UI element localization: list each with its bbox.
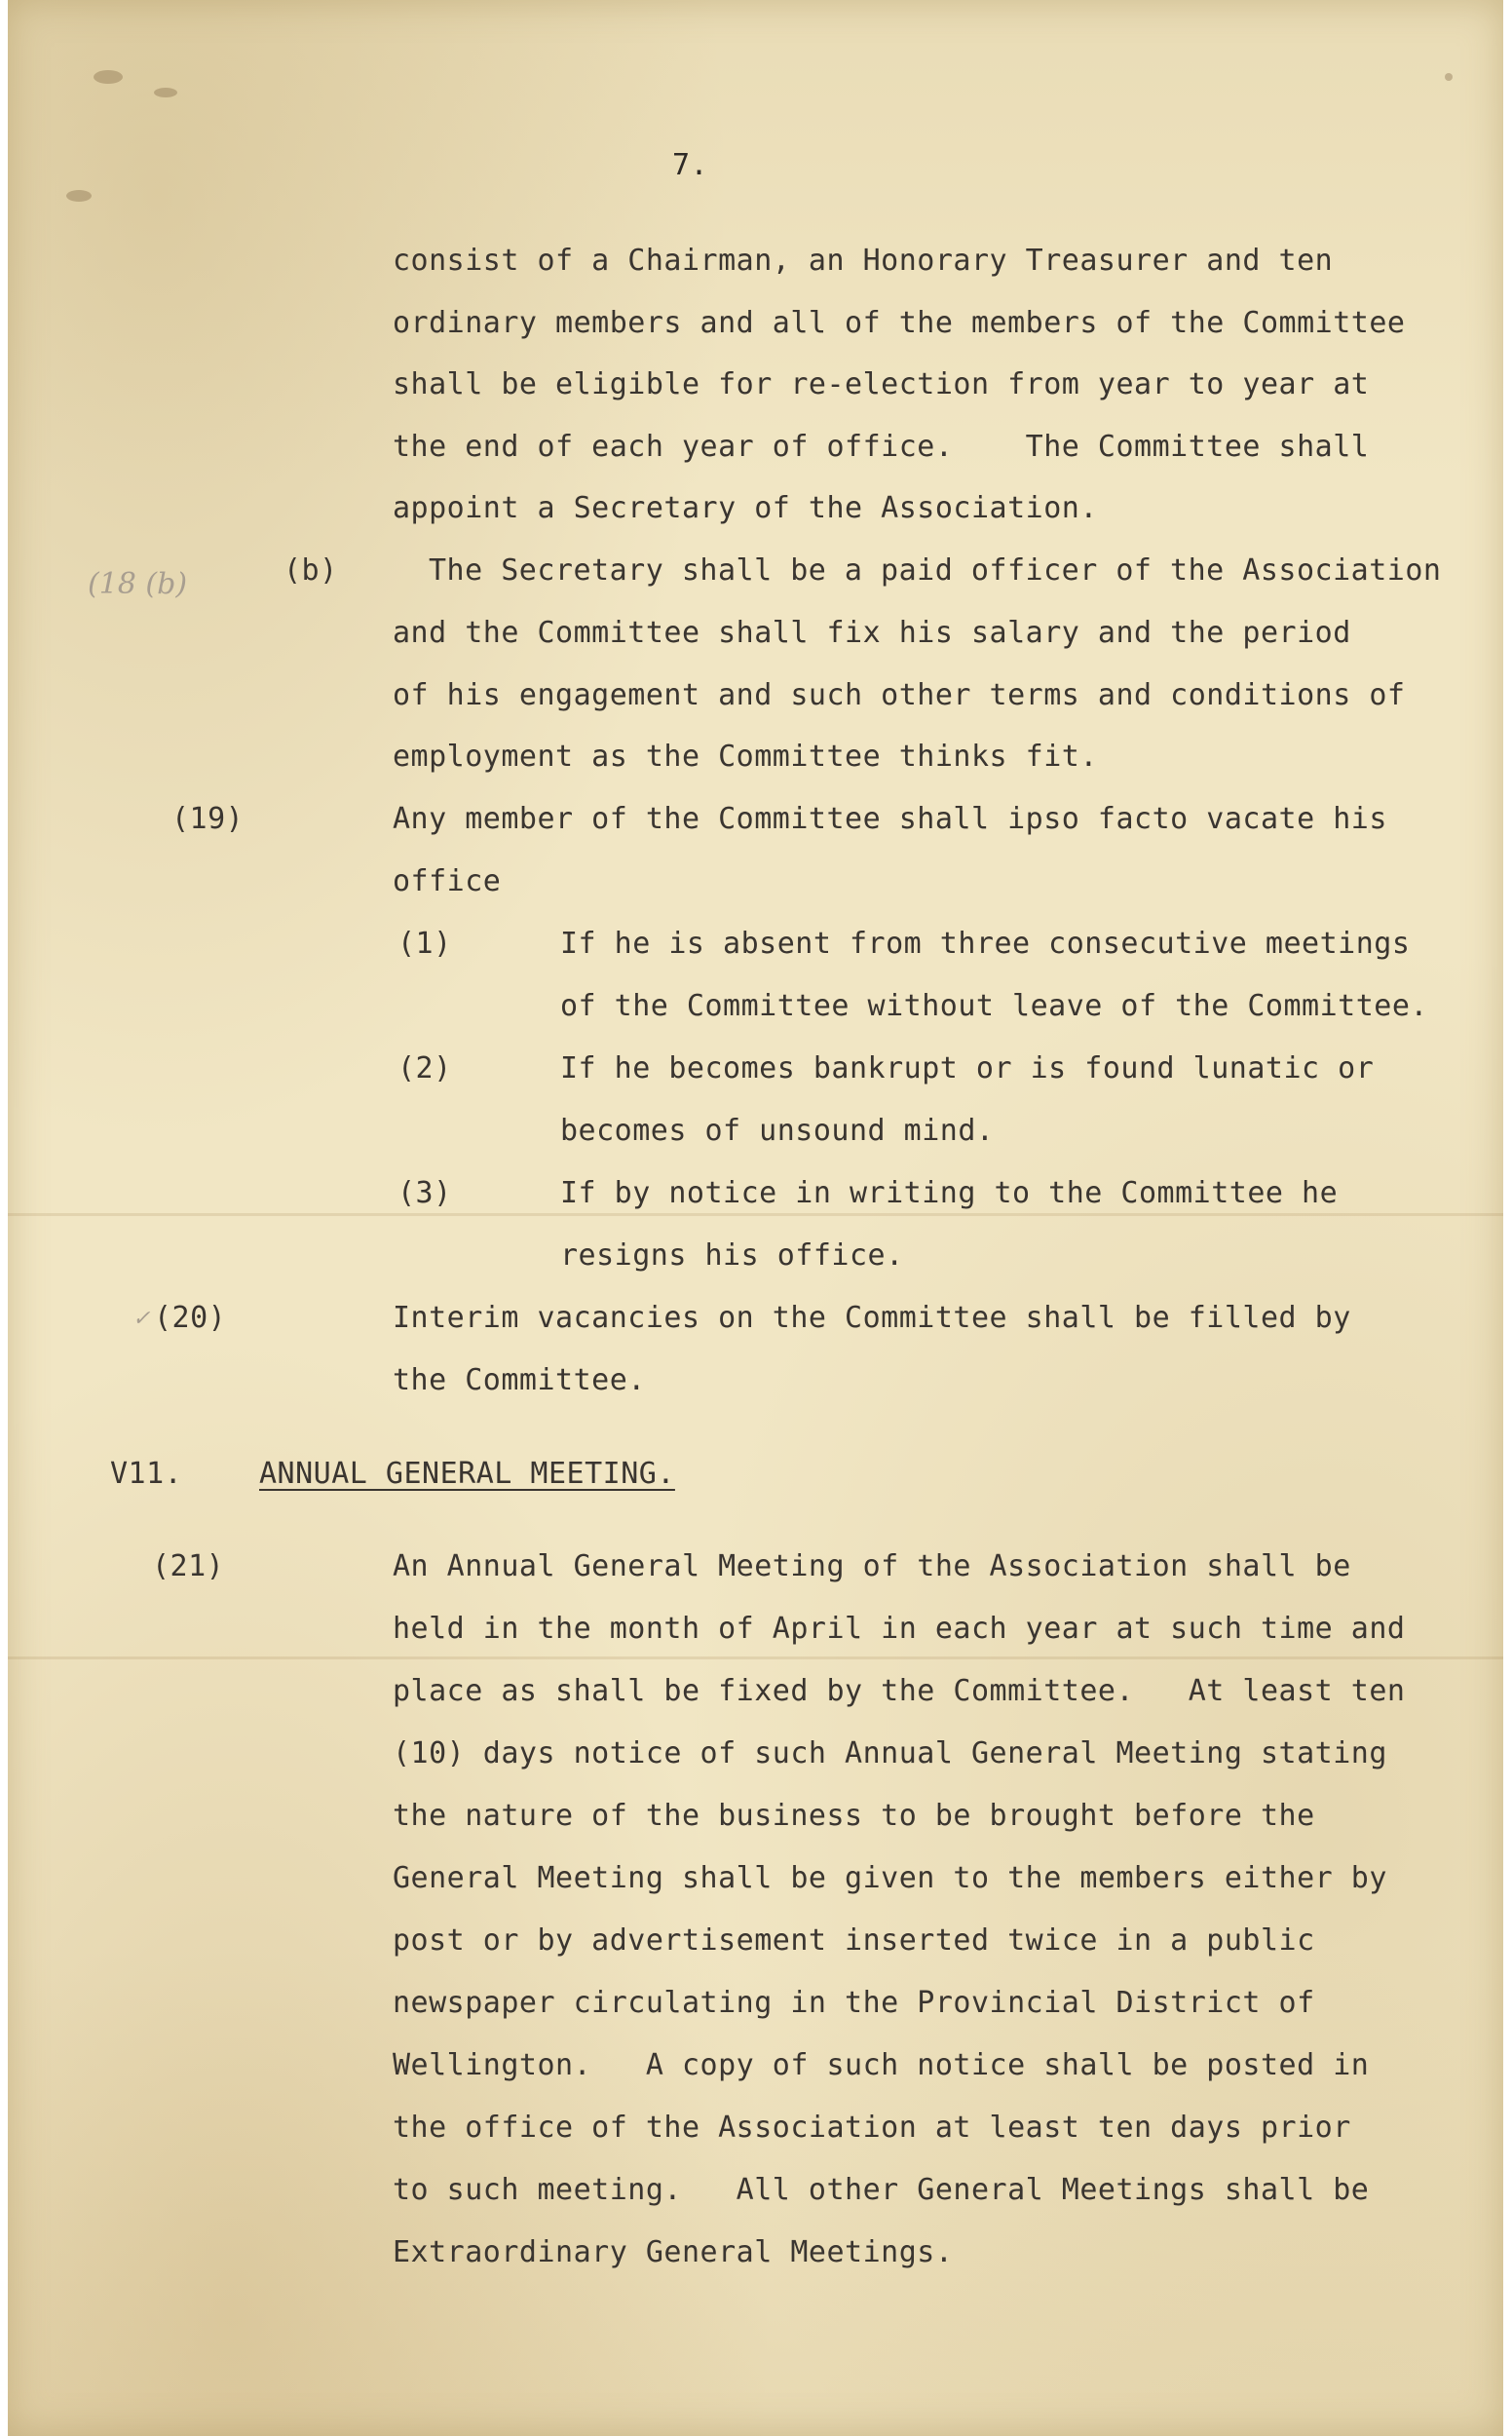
clause-number: (19)	[171, 802, 245, 836]
text-line: An Annual General Meeting of the Association shall be	[393, 1549, 1351, 1583]
text-line: resigns his office.	[560, 1238, 904, 1273]
text-line: newspaper circulating in the Provincial District of	[393, 1986, 1315, 2020]
document-page	[8, 0, 1503, 2436]
paper-stain	[66, 190, 92, 202]
text-line: employment as the Committee thinks fit.	[393, 740, 1098, 774]
text-line: If he is absent from three consecutive meetings	[560, 927, 1411, 961]
text-line: of the Committee without leave of the Committee.	[560, 989, 1428, 1023]
tick-mark: ✓	[132, 1307, 151, 1331]
text-line: Extraordinary General Meetings.	[393, 2235, 954, 2269]
text-line: post or by advertisement inserted twice in a public	[393, 1923, 1315, 1958]
clause-number: (21)	[152, 1549, 225, 1583]
subclause-number: (1)	[397, 927, 452, 961]
text-line: (10) days notice of such Annual General Meeting stating	[393, 1736, 1387, 1770]
pencil-annotation: (18 (b)	[88, 567, 188, 601]
text-line: the Committee.	[393, 1363, 646, 1397]
text-line: the office of the Association at least ten days prior	[393, 2111, 1351, 2145]
text-line: ordinary members and all of the members of the Committee	[393, 306, 1406, 340]
paper-fold	[8, 1213, 1503, 1216]
text-line: the nature of the business to be brought before the	[393, 1799, 1315, 1833]
text-line: General Meeting shall be given to the members either by	[393, 1861, 1387, 1895]
clause-label: (b)	[284, 553, 338, 588]
paper-stain	[154, 88, 177, 97]
paper-fold	[8, 1656, 1503, 1659]
section-heading: ANNUAL GENERAL MEETING.	[259, 1457, 675, 1491]
subclause-number: (3)	[397, 1176, 452, 1210]
text-line: consist of a Chairman, an Honorary Treasurer and ten	[393, 244, 1334, 278]
text-line: office	[393, 864, 502, 898]
text-line: Wellington. A copy of such notice shall be posted in	[393, 2048, 1370, 2082]
text-line: Any member of the Committee shall ipso facto vacate his	[393, 802, 1387, 836]
text-line: to such meeting. All other General Meetings shall be	[393, 2173, 1370, 2207]
text-line: Interim vacancies on the Committee shall be filled by	[393, 1301, 1351, 1335]
text-line: held in the month of April in each year at such time and	[393, 1612, 1406, 1646]
page-number: 7.	[672, 148, 709, 182]
paper-stain	[1445, 73, 1453, 81]
text-line: of his engagement and such other terms and conditions of	[393, 678, 1406, 712]
text-line: shall be eligible for re-election from year to year at	[393, 367, 1370, 401]
section-number: V11.	[110, 1457, 183, 1491]
text-line: appoint a Secretary of the Association.	[393, 491, 1098, 525]
text-line: If by notice in writing to the Committee he	[560, 1176, 1339, 1210]
text-line: and the Committee shall fix his salary and the period	[393, 616, 1351, 650]
text-line: If he becomes bankrupt or is found lunatic or	[560, 1051, 1375, 1085]
text-line: the end of each year of office. The Committee shall	[393, 430, 1370, 464]
text-line: The Secretary shall be a paid officer of the Association	[429, 553, 1442, 588]
text-line: place as shall be fixed by the Committee. At least ten	[393, 1674, 1406, 1708]
text-line: becomes of unsound mind.	[560, 1114, 995, 1148]
paper-stain	[94, 70, 123, 84]
subclause-number: (2)	[397, 1051, 452, 1085]
clause-number: (20)	[154, 1301, 227, 1335]
